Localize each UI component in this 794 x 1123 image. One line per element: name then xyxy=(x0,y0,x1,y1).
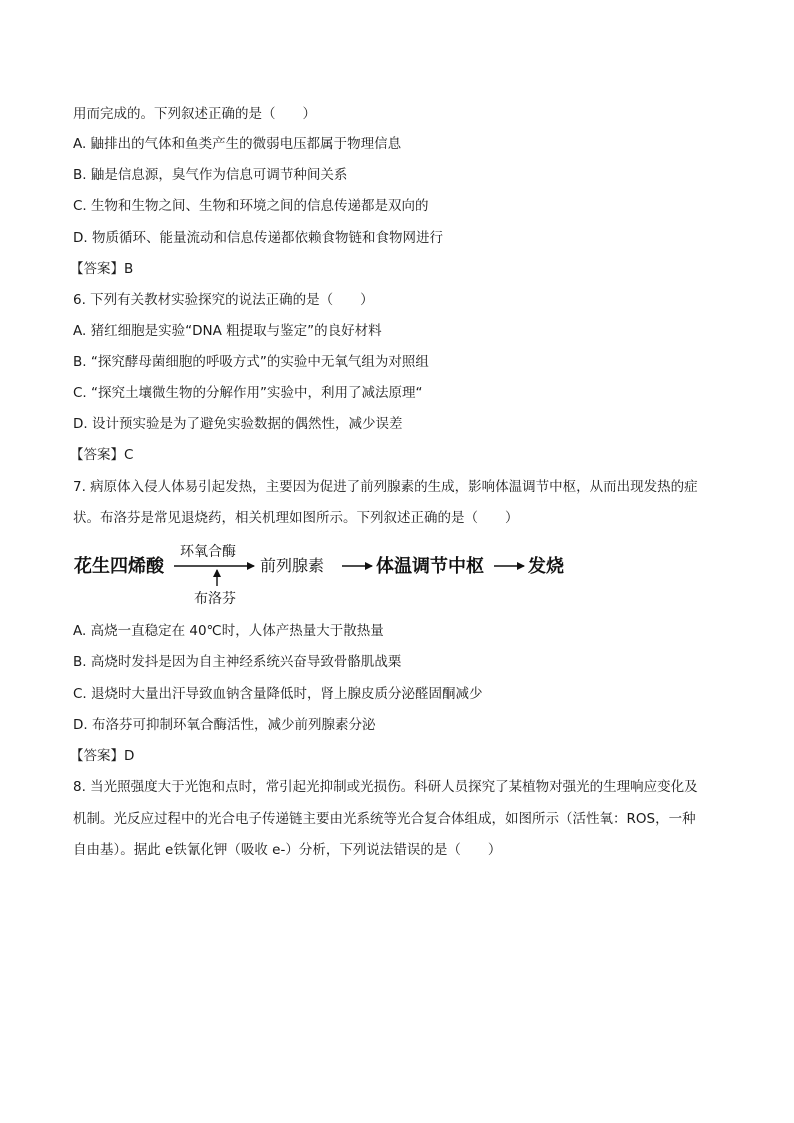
option-7d: D. 布洛芬可抑制环氧合酶活性，减少前列腺素分泌 xyxy=(73,717,376,733)
node-thermoregulation-center: 体温调节中枢 xyxy=(376,556,484,577)
option-5d: D. 物质循环、能量流动和信息传递都依赖食物链和食物网进行 xyxy=(73,230,443,246)
question-8-stem-line2: 机制。光反应过程中的光合电子传递链主要由光系统等光合复合体组成，如图所示（活性氧：ROS，一种 xyxy=(73,811,696,827)
option-5c: C. 生物和生物之间、生物和环境之间的信息传递都是双向的 xyxy=(73,198,429,214)
node-arachidonic-acid: 花生四烯酸 xyxy=(74,556,164,577)
answer-6: 【答案】C xyxy=(70,447,134,463)
ibuprofen-mechanism-diagram xyxy=(74,540,594,610)
question-8-stem-line3: 自由基）。据此 e铁氰化钾（吸收 e-）分析，下列说法错误的是（ ） xyxy=(73,842,502,858)
option-5a: A. 鼬排出的气体和鱼类产生的微弱电压都属于物理信息 xyxy=(73,136,402,152)
question-6-stem: 6. 下列有关教材实验探究的说法正确的是（ ） xyxy=(73,292,374,308)
option-7a: A. 高烧一直稳定在 40℃时，人体产热量大于散热量 xyxy=(73,623,384,639)
option-5b: B. 鼬是信息源，臭气作为信息可调节种间关系 xyxy=(73,167,348,183)
option-6a: A. 猪红细胞是实验“DNA 粗提取与鉴定”的良好材料 xyxy=(73,323,382,339)
node-fever: 发烧 xyxy=(528,556,564,577)
label-cyclooxygenase: 环氧合酶 xyxy=(180,544,236,560)
question-5-stem-tail: 用而完成的。下列叙述正确的是（ ） xyxy=(73,106,316,122)
option-7b: B. 高烧时发抖是因为自主神经系统兴奋导致骨骼肌战栗 xyxy=(73,654,402,670)
answer-5: 【答案】B xyxy=(70,261,134,277)
option-7c: C. 退烧时大量出汗导致血钠含量降低时，肾上腺皮质分泌醛固酮减少 xyxy=(73,686,483,702)
question-7-stem-line2: 状。布洛芬是常见退烧药，相关机理如图所示。下列叙述正确的是（ ） xyxy=(73,510,519,526)
question-7-stem-line1: 7. 病原体入侵人体易引起发热，主要因为促进了前列腺素的生成，影响体温调节中枢，从而出现发热的症 xyxy=(73,479,698,495)
option-6d: D. 设计预实验是为了避免实验数据的偶然性，减少误差 xyxy=(73,416,403,432)
option-6c: C. “探究土壤微生物的分解作用”实验中，利用了减法原理“ xyxy=(73,385,423,401)
option-6b: B. “探究酵母菌细胞的呼吸方式”的实验中无氧气组为对照组 xyxy=(73,354,429,370)
node-prostaglandin: 前列腺素 xyxy=(260,556,325,575)
answer-7: 【答案】D xyxy=(70,748,135,764)
question-8-stem-line1: 8. 当光照强度大于光饱和点时，常引起光抑制或光损伤。科研人员探究了某植物对强光的生理响应变化及 xyxy=(73,779,698,795)
label-ibuprofen: 布洛芬 xyxy=(194,591,236,607)
